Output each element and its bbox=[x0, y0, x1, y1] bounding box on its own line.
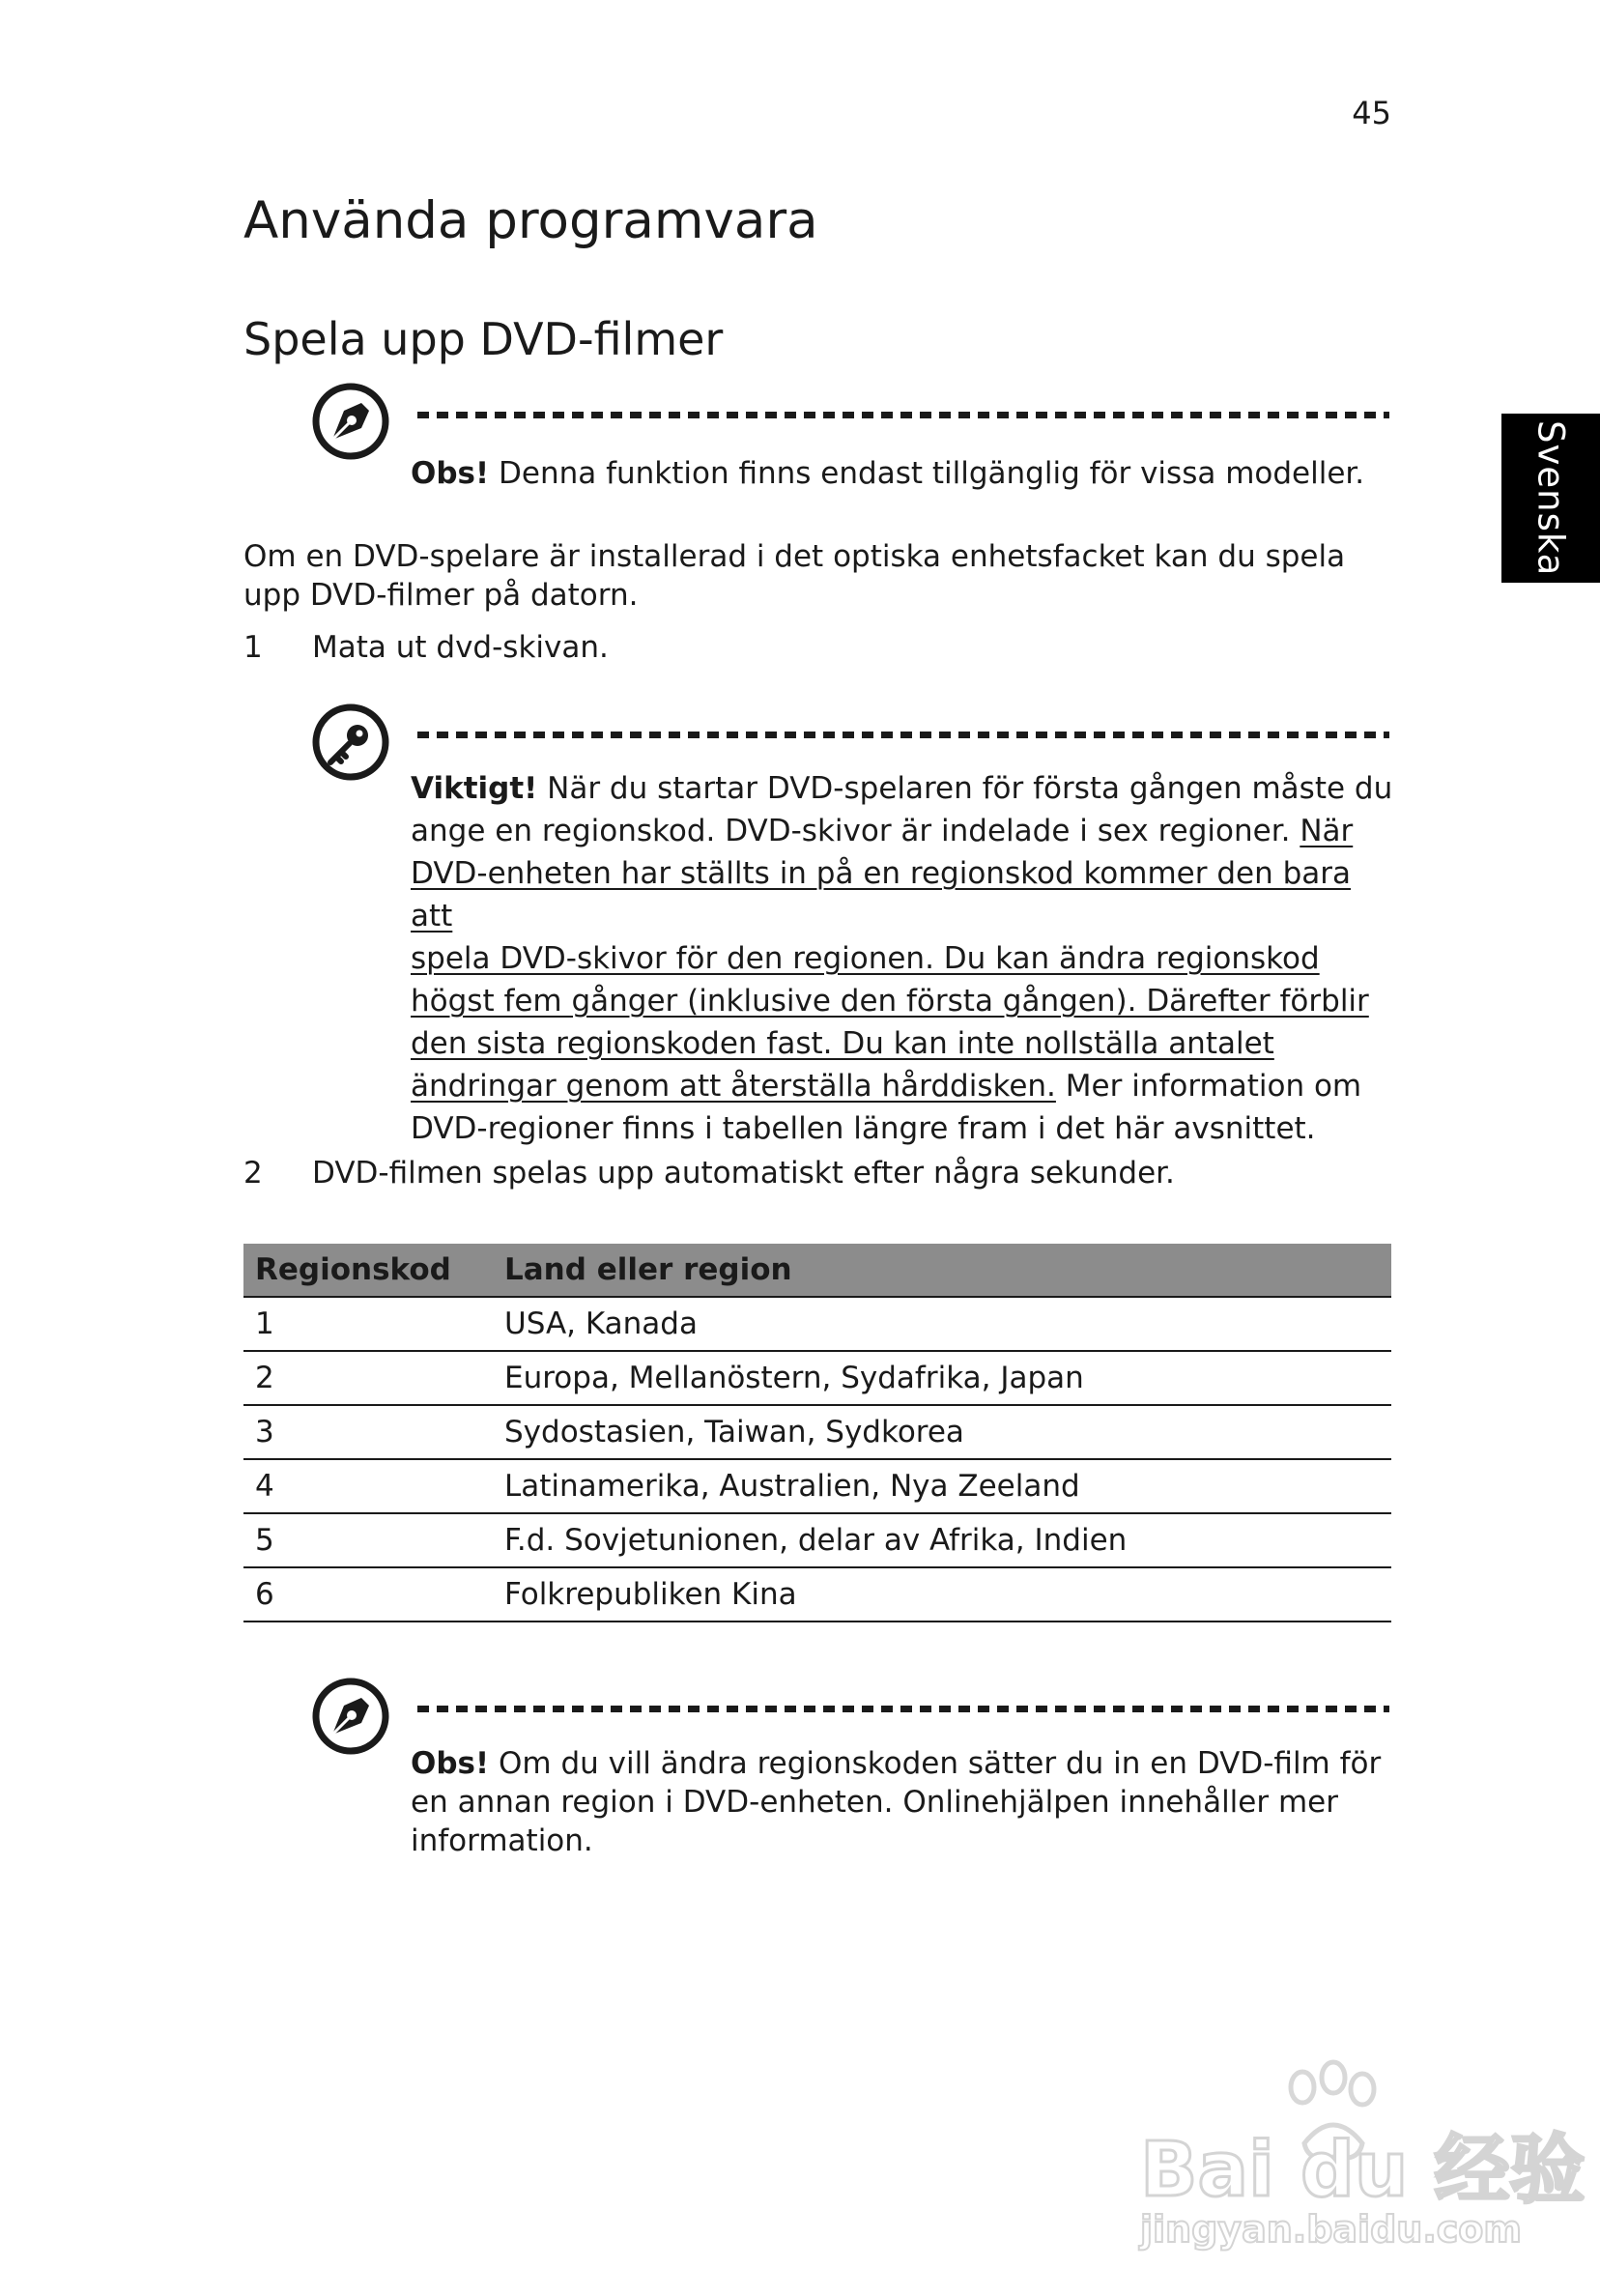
important-text-after: Mer information om DVD-regioner finns i tabellen längre fram i det här avsnittet. bbox=[411, 1069, 1362, 1146]
table-row bbox=[243, 1405, 1391, 1459]
underlined-text: När bbox=[1300, 814, 1354, 848]
note-obs-1 bbox=[411, 452, 1396, 495]
step-text: Mata ut dvd-skivan. bbox=[312, 630, 609, 665]
region-code: 4 bbox=[243, 1459, 493, 1513]
note-label: Obs! bbox=[411, 1746, 490, 1781]
column-header: Land eller region bbox=[493, 1244, 1391, 1297]
important-note bbox=[411, 767, 1396, 1150]
region-code: 2 bbox=[243, 1351, 493, 1405]
section-title: Spela upp DVD-filmer bbox=[243, 313, 724, 365]
important-label: Viktigt! bbox=[411, 771, 538, 806]
region-name: Sydostasien, Taiwan, Sydkorea bbox=[493, 1405, 1391, 1459]
table-header-row bbox=[243, 1244, 1391, 1297]
column-header: Regionskod bbox=[243, 1244, 493, 1297]
region-name: Latinamerika, Australien, Nya Zeeland bbox=[493, 1459, 1391, 1513]
step-text: DVD-filmen spelas upp automatiskt efter några sekunder. bbox=[312, 1156, 1175, 1191]
region-code: 6 bbox=[243, 1567, 493, 1622]
important-text: När du startar DVD-spelaren för första gången måste du ange en regionskod. DVD-skivor är indelade i sex regioner. bbox=[411, 771, 1393, 848]
pen-note-icon bbox=[311, 382, 390, 461]
baidu-watermark bbox=[1130, 2049, 1586, 2252]
intro-paragraph: Om en DVD-spelare är installerad i det optiska enhetsfacket kan du spela upp DVD-filmer på datorn. bbox=[243, 539, 1346, 613]
note-label: Obs! bbox=[411, 456, 490, 491]
table-row bbox=[243, 1351, 1391, 1405]
step-number: 2 bbox=[243, 1156, 263, 1191]
step-number: 1 bbox=[243, 630, 263, 665]
underlined-text: högst fem gånger (inklusive den första gången). Därefter förblir bbox=[411, 984, 1369, 1019]
region-name: F.d. Sovjetunionen, delar av Afrika, Indien bbox=[493, 1513, 1391, 1567]
note-obs-2 bbox=[411, 1744, 1396, 1860]
region-name: USA, Kanada bbox=[493, 1297, 1391, 1351]
region-code: 1 bbox=[243, 1297, 493, 1351]
underlined-text: den sista regionskoden fast. Du kan inte nollställa antalet bbox=[411, 1026, 1274, 1061]
region-name: Europa, Mellanöstern, Sydafrika, Japan bbox=[493, 1351, 1391, 1405]
table-row bbox=[243, 1459, 1391, 1513]
underlined-text: spela DVD-skivor för den regionen. Du kan ändra regionskod bbox=[411, 941, 1320, 976]
table-row bbox=[243, 1567, 1391, 1622]
pen-note-icon bbox=[311, 1677, 390, 1756]
note-text: Denna funktion finns endast tillgänglig för vissa modeller. bbox=[489, 456, 1365, 491]
note-divider bbox=[417, 412, 1389, 418]
underlined-text: ändringar genom att återställa hårddisken. bbox=[411, 1069, 1056, 1104]
region-code: 3 bbox=[243, 1405, 493, 1459]
underlined-text: DVD-enheten har ställts in på en regionskod kommer den bara att bbox=[411, 856, 1351, 933]
watermark-brand: Bai du 经验 bbox=[1140, 2127, 1586, 2214]
language-label: Svenska bbox=[1529, 419, 1572, 577]
language-side-tab bbox=[1501, 414, 1600, 583]
key-icon bbox=[311, 703, 390, 782]
page-number: 45 bbox=[1352, 95, 1391, 131]
important-divider bbox=[417, 732, 1389, 738]
watermark-url: jingyan.baidu.com bbox=[1140, 2208, 1522, 2251]
page-title: Använda programvara bbox=[243, 191, 818, 250]
table-row bbox=[243, 1297, 1391, 1351]
region-code-table bbox=[243, 1244, 1391, 1622]
region-code: 5 bbox=[243, 1513, 493, 1567]
region-name: Folkrepubliken Kina bbox=[493, 1567, 1391, 1622]
note-text: Om du vill ändra regionskoden sätter du in en DVD-film för en annan region i DVD-enheten. Onlinehjälpen innehåller mer information. bbox=[411, 1746, 1382, 1858]
note-divider bbox=[417, 1706, 1389, 1712]
table-row bbox=[243, 1513, 1391, 1567]
